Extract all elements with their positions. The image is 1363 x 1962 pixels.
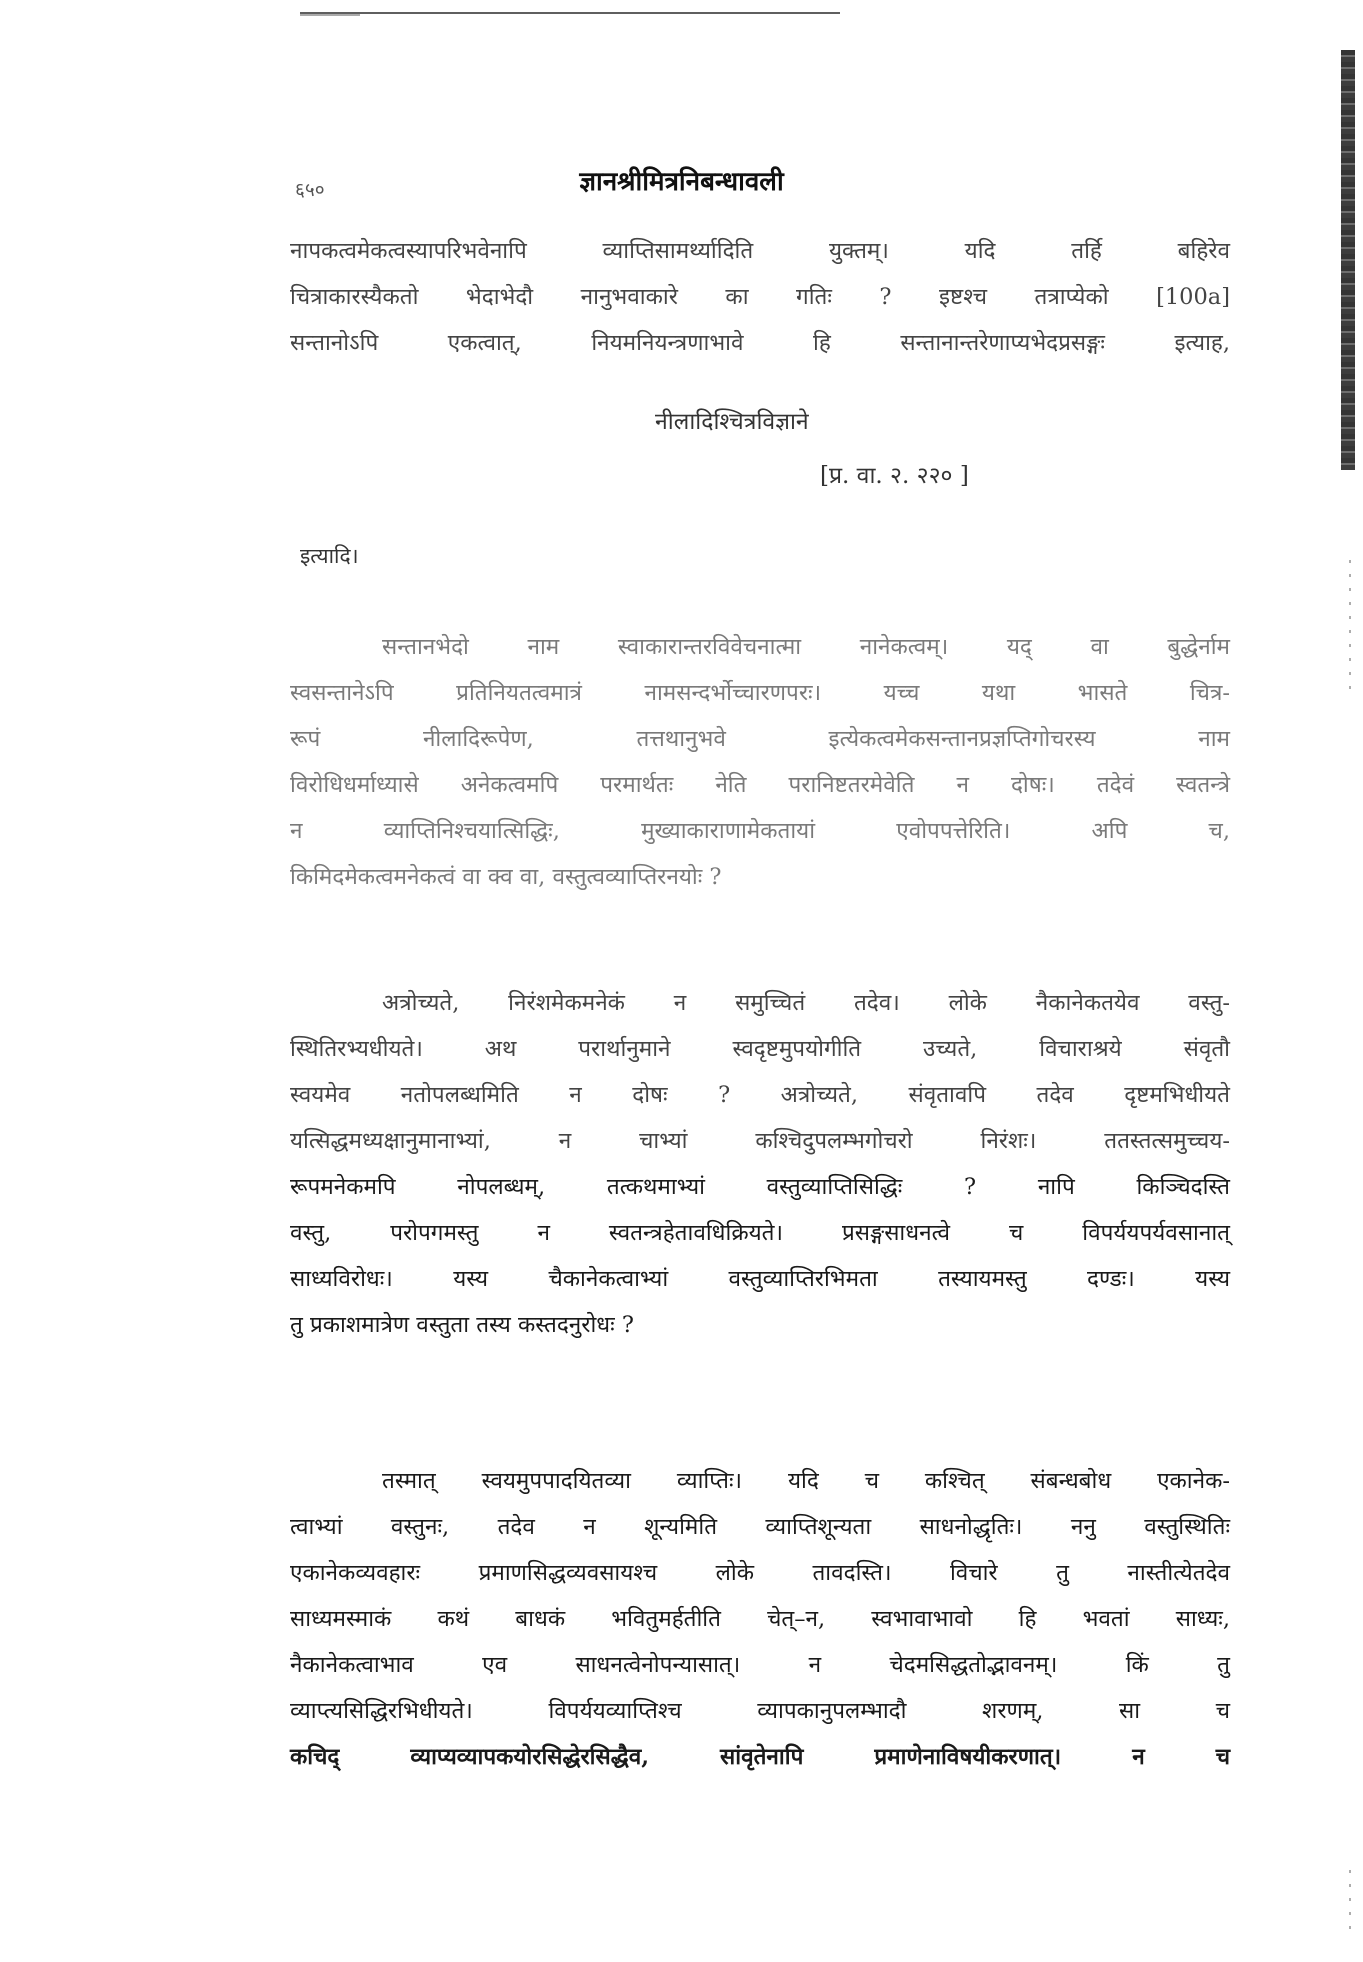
scan-edge-shadow xyxy=(1341,50,1355,470)
text-line: तस्मात् स्वयमुपपादयितव्या व्याप्तिः। यदि च कश्चित् संबन्धबोध एकानेक- xyxy=(382,1468,1230,1494)
text-line: साध्यविरोधः। यस्य चैकानेकत्वाभ्यां वस्तुव्याप्तिरभिमता तस्यायमस्तु दण्डः। यस्य xyxy=(290,1266,1230,1292)
paragraph-2 xyxy=(290,624,1230,900)
text-line: सन्तानोऽपि एकत्वात्, नियमनियन्त्रणाभावे हि सन्तानान्तरेणाप्यभेदप्रसङ्गः इत्याह, xyxy=(290,330,1230,356)
verse-fragment: इत्यादि। xyxy=(300,544,359,568)
text-line: एकानेकव्यवहारः प्रमाणसिद्धव्यवसायश्च लोके तावदस्ति। विचारे तु नास्तीत्येतदेव xyxy=(290,1560,1230,1586)
text-line: वस्तु, परोपगमस्तु न स्वतन्त्रहेतावधिक्रियते। प्रसङ्गसाधनत्वे च विपर्ययपर्यवसानात् xyxy=(290,1220,1230,1246)
text-line: स्वसन्तानेऽपि प्रतिनियतत्वमात्रं नामसन्दर्भोच्चारणपरः। यच्च यथा भासते चित्र- xyxy=(290,680,1230,706)
text-line: त्वाभ्यां वस्तुनः, तदेव न शून्यमिति व्याप्तिशून्यता साधनोद्धृतिः। ननु वस्तुस्थितिः xyxy=(290,1514,1230,1540)
paragraph-3 xyxy=(290,980,1230,1348)
text-line: यत्सिद्धमध्यक्षानुमानाभ्यां, न चाभ्यां कश्चिदुपलम्भगोचरो निरंशः। ततस्तत्समुच्चय- xyxy=(290,1128,1230,1154)
text-line: विरोधिधर्माध्यासे अनेकत्वमपि परमार्थतः नेति परानिष्टतरमेवेति न दोषः। तदेवं स्वतन्त्रे xyxy=(290,772,1230,798)
scan-artifact-line xyxy=(300,12,840,14)
text-line: व्याप्त्यसिद्धिरभिधीयते। विपर्ययव्याप्तिश्च व्यापकानुपलम्भादौ शरणम्, सा च xyxy=(290,1698,1230,1724)
text-line: सन्तानभेदो नाम स्वाकारान्तरविवेचनात्मा नानेकत्वम्। यद् वा बुद्धेर्नाम xyxy=(382,634,1230,660)
text-line: न व्याप्तिनिश्चयात्सिद्धिः, मुख्याकाराणामेकतायां एवोपपत्तेरिति। अपि च, xyxy=(290,818,1230,844)
text-line: कचिद् व्याप्यव्यापकयोरसिद्धेरसिद्धैव, सांवृतेनापि प्रमाणेनाविषयीकरणात्। न च xyxy=(290,1744,1230,1770)
verse-quote: नीलादिश्चित्रविज्ञाने xyxy=(655,409,809,435)
text-line: किमिदमेकत्वमनेकत्वं वा क्व वा, वस्तुत्वव्याप्तिरनयोः ? xyxy=(290,864,722,890)
page-number: ६५० xyxy=(295,179,325,201)
scan-edge-marks xyxy=(1349,1870,1351,1930)
text-line: चित्राकारस्यैकतो भेदाभेदौ नानुभवाकारे का गतिः ? इष्टश्च तत्राप्येको [100a] xyxy=(290,284,1230,310)
text-line: साध्यमस्माकं कथं बाधकं भवितुमर्हतीति चेत्–न, स्वभावाभावो हि भवतां साध्यः, xyxy=(290,1606,1230,1632)
text-line: स्थितिरभ्यधीयते। अथ परार्थानुमाने स्वदृष्टमुपयोगीति उच्यते, विचाराश्रये संवृतौ xyxy=(290,1036,1230,1062)
text-line: स्वयमेव नतोपलब्धमिति न दोषः ? अत्रोच्यते, संवृतावपि तदेव दृष्टमभिधीयते xyxy=(290,1082,1230,1108)
text-line: रूपं नीलादिरूपेण, तत्तथानुभवे इत्येकत्वमेकसन्तानप्रज्ञप्तिगोचरस्य नाम xyxy=(290,726,1230,752)
scan-artifact-line xyxy=(300,14,360,16)
text-line: तु प्रकाशमात्रेण वस्तुता तस्य कस्तदनुरोधः ? xyxy=(290,1312,634,1338)
text-line: नैकानेकत्वाभाव एव साधनत्वेनोपन्यासात्। न चेदमसिद्धतोद्भावनम्। किं तु xyxy=(290,1652,1230,1678)
paragraph-1 xyxy=(290,228,1230,366)
text-line: रूपमनेकमपि नोपलब्धम्, तत्कथमाभ्यां वस्तुव्याप्तिसिद्धिः ? नापि किञ्चिदस्ति xyxy=(290,1174,1230,1200)
running-head: ज्ञानश्रीमित्रनिबन्धावली xyxy=(579,167,784,197)
text-line: अत्रोच्यते, निरंशमेकमनेकं न समुच्चितं तदेव। लोके नैकानेकतयेव वस्तु- xyxy=(382,990,1230,1016)
text-line: नापकत्वमेकत्वस्यापरिभवेनापि व्याप्तिसामर्थ्यादिति युक्तम्। यदि तर्हि बहिरेव xyxy=(290,238,1230,264)
scan-edge-marks xyxy=(1349,560,1351,700)
paragraph-4 xyxy=(290,1458,1230,1780)
verse-reference: [प्र. वा. २. २२० ] xyxy=(820,463,969,489)
